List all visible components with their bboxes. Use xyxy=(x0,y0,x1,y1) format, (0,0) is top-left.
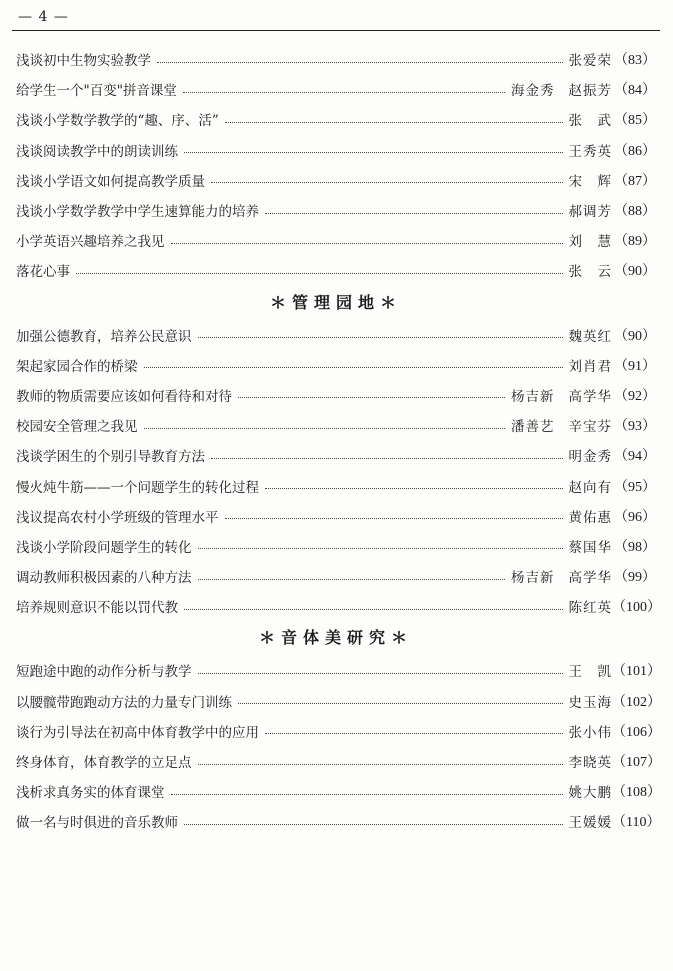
entry-author: 赵向有 xyxy=(568,479,612,496)
toc-section xyxy=(16,286,661,622)
entry-title: 培养规则意识不能以罚代教 xyxy=(16,600,178,617)
dot-leader xyxy=(198,579,506,580)
entry-author: 姚大鹏 xyxy=(568,785,612,802)
toc-section xyxy=(16,621,661,836)
toc-entry xyxy=(16,776,661,806)
dot-leader xyxy=(198,548,563,549)
toc-entry xyxy=(16,44,656,74)
toc-entry xyxy=(16,561,656,591)
dot-leader xyxy=(198,673,563,674)
entry-authors xyxy=(569,355,613,375)
toc-entry xyxy=(16,501,656,531)
entry-page-number: （99） xyxy=(614,570,656,586)
entry-page-number: （90） xyxy=(614,328,656,344)
section-title: ＊音体美研究＊ xyxy=(258,628,413,648)
entry-page-number: （96） xyxy=(614,509,656,525)
entry-author: 李晓英 xyxy=(568,755,612,772)
entry-author: 张 武 xyxy=(568,113,612,130)
entry-author: 高学华 xyxy=(568,570,612,587)
dot-leader xyxy=(184,152,563,153)
dot-leader xyxy=(225,122,563,123)
entry-authors xyxy=(511,385,612,405)
entry-title: 浅谈小学数学教学的“趣、序、活” xyxy=(16,113,219,130)
entry-title: 短跑途中跑的动作分析与教学 xyxy=(16,664,192,681)
entry-page-number: （89） xyxy=(614,234,656,250)
entry-author: 王媛媛 xyxy=(568,815,612,832)
dot-leader xyxy=(171,794,563,795)
entry-author: 张爱荣 xyxy=(568,53,612,70)
toc-section xyxy=(16,44,656,286)
toc-entry xyxy=(16,255,656,285)
entry-authors xyxy=(569,260,613,280)
entry-authors xyxy=(569,140,613,160)
entry-authors xyxy=(569,49,613,69)
entry-author: 郝调芳 xyxy=(568,204,612,221)
dot-leader xyxy=(184,609,563,610)
dot-leader xyxy=(225,518,563,519)
entry-title: 加强公德教育，培养公民意识 xyxy=(16,328,192,345)
entry-authors xyxy=(569,325,613,345)
toc-entry xyxy=(16,225,656,255)
dot-leader xyxy=(265,488,563,489)
entry-authors xyxy=(569,170,613,190)
toc-entry xyxy=(16,350,656,380)
entry-authors xyxy=(569,109,613,129)
entry-author: 王秀英 xyxy=(568,143,612,160)
entry-authors xyxy=(511,566,612,586)
entry-page-number: （85） xyxy=(614,113,656,129)
toc-entry xyxy=(16,655,661,685)
toc-entry xyxy=(16,531,656,561)
entry-author: 黄佑惠 xyxy=(568,509,612,526)
dot-leader xyxy=(198,764,563,765)
dot-leader xyxy=(265,213,563,214)
entry-page-number: （84） xyxy=(614,83,656,99)
toc-entry xyxy=(16,74,656,104)
toc-entry xyxy=(16,746,661,776)
entry-title: 浅谈小学阶段问题学生的转化 xyxy=(16,539,192,556)
entry-author: 刘 慧 xyxy=(568,234,612,251)
entry-title: 浅谈初中生物实验教学 xyxy=(16,53,151,70)
entry-title: 浅析求真务实的体育课堂 xyxy=(16,785,165,802)
entry-title: 浅谈学困生的个别引导教育方法 xyxy=(16,449,205,466)
entry-page-number: （94） xyxy=(614,449,656,465)
toc-entry xyxy=(16,380,656,410)
dot-leader xyxy=(211,458,563,459)
entry-title: 浅谈小学语文如何提高教学质量 xyxy=(16,173,205,190)
entry-title: 慢火炖牛筋——一个问题学生的转化过程 xyxy=(16,479,259,496)
toc-entry xyxy=(16,716,661,746)
toc-entry xyxy=(16,195,656,225)
entry-authors xyxy=(569,230,613,250)
entry-authors xyxy=(569,660,613,680)
entry-author: 高学华 xyxy=(568,388,612,405)
toc-entry xyxy=(16,591,661,621)
toc-entry xyxy=(16,135,656,165)
entry-authors xyxy=(569,781,613,801)
entry-page-number: （93） xyxy=(614,419,656,435)
entry-page-number: （100） xyxy=(612,600,661,616)
dot-leader xyxy=(157,62,563,63)
toc-entry xyxy=(16,440,656,470)
entry-author: 杨吉新 xyxy=(511,388,555,405)
entry-title: 落花心事 xyxy=(16,264,70,281)
entry-author: 张 云 xyxy=(568,264,612,281)
dot-leader xyxy=(184,824,563,825)
dot-leader xyxy=(76,273,563,274)
entry-title: 调动教师积极因素的八种方法 xyxy=(16,570,192,587)
entry-title: 浅谈阅读教学中的朗读训练 xyxy=(16,143,178,160)
entry-title: 教师的物质需要应该如何看待和对待 xyxy=(16,388,232,405)
entry-authors xyxy=(569,506,613,526)
entry-title: 做一名与时俱进的音乐教师 xyxy=(16,815,178,832)
entry-page-number: （90） xyxy=(614,264,656,280)
entry-title: 终身体育，体育教学的立足点 xyxy=(16,755,192,772)
entry-title: 谈行为引导法在初高中体育教学中的应用 xyxy=(16,724,259,741)
entry-authors xyxy=(569,721,613,741)
entry-title: 校园安全管理之我见 xyxy=(16,419,138,436)
section-title: ＊管理园地＊ xyxy=(269,292,402,312)
toc-entry xyxy=(16,686,661,716)
entry-page-number: （87） xyxy=(614,173,656,189)
dot-leader xyxy=(198,337,563,338)
entry-title: 以腰髋带跑跑动方法的力量专门训练 xyxy=(16,694,232,711)
entry-page-number: （101） xyxy=(612,664,661,680)
entry-author: 刘肖君 xyxy=(568,358,612,375)
entry-author: 海金秀 xyxy=(511,83,555,100)
page-number: — 4 — xyxy=(18,9,69,25)
entry-author: 明金秀 xyxy=(568,449,612,466)
entry-author: 史玉海 xyxy=(568,694,612,711)
entry-page-number: （92） xyxy=(614,388,656,404)
entry-page-number: （110） xyxy=(612,815,661,831)
toc-entry xyxy=(16,104,656,134)
entry-page-number: （102） xyxy=(612,694,661,710)
entry-authors xyxy=(569,811,613,831)
entry-authors xyxy=(569,536,613,556)
table-of-contents xyxy=(16,44,661,837)
entry-page-number: （86） xyxy=(614,143,656,159)
entry-authors xyxy=(569,476,613,496)
entry-page-number: （83） xyxy=(614,53,656,69)
entry-authors xyxy=(511,79,612,99)
dot-leader xyxy=(144,428,506,429)
dot-leader xyxy=(238,397,505,398)
dot-leader xyxy=(265,733,563,734)
entry-title: 架起家园合作的桥梁 xyxy=(16,358,138,375)
dot-leader xyxy=(211,182,563,183)
entry-page-number: （107） xyxy=(612,755,661,771)
entry-page-number: （98） xyxy=(614,539,656,555)
dot-leader xyxy=(144,367,563,368)
entry-page-number: （91） xyxy=(614,358,656,374)
entry-author: 蔡国华 xyxy=(568,539,612,556)
entry-page-number: （95） xyxy=(614,479,656,495)
entry-title: 小学英语兴趣培养之我见 xyxy=(16,234,165,251)
entry-author: 魏英红 xyxy=(568,328,612,345)
entry-author: 王 凯 xyxy=(568,664,612,681)
toc-entry xyxy=(16,320,656,350)
entry-title: 浅谈小学数学教学中学生速算能力的培养 xyxy=(16,204,259,221)
entry-authors xyxy=(569,200,613,220)
entry-title: 浅议提高农村小学班级的管理水平 xyxy=(16,509,219,526)
dot-leader xyxy=(171,243,563,244)
toc-entry xyxy=(16,470,656,500)
entry-page-number: （108） xyxy=(612,785,661,801)
entry-author: 宋 辉 xyxy=(568,173,612,190)
entry-author: 辛宝芬 xyxy=(568,419,612,436)
dot-leader xyxy=(183,92,505,93)
toc-entry xyxy=(16,806,661,836)
entry-title: 给学生一个"百变"拼音课堂 xyxy=(16,83,177,100)
entry-page-number: （88） xyxy=(614,204,656,220)
entry-author: 赵振芳 xyxy=(568,83,612,100)
dot-leader xyxy=(238,703,563,704)
toc-entry xyxy=(16,165,656,195)
entry-authors xyxy=(569,596,613,616)
entry-author: 张小伟 xyxy=(568,724,612,741)
entry-authors xyxy=(511,415,612,435)
page-header xyxy=(12,8,660,31)
toc-entry xyxy=(16,410,656,440)
entry-page-number: （106） xyxy=(612,724,661,740)
entry-author: 潘善艺 xyxy=(511,419,555,436)
entry-authors xyxy=(569,445,613,465)
entry-author: 陈红英 xyxy=(568,600,612,617)
entry-authors xyxy=(569,691,613,711)
entry-author: 杨吉新 xyxy=(511,570,555,587)
entry-authors xyxy=(569,751,613,771)
